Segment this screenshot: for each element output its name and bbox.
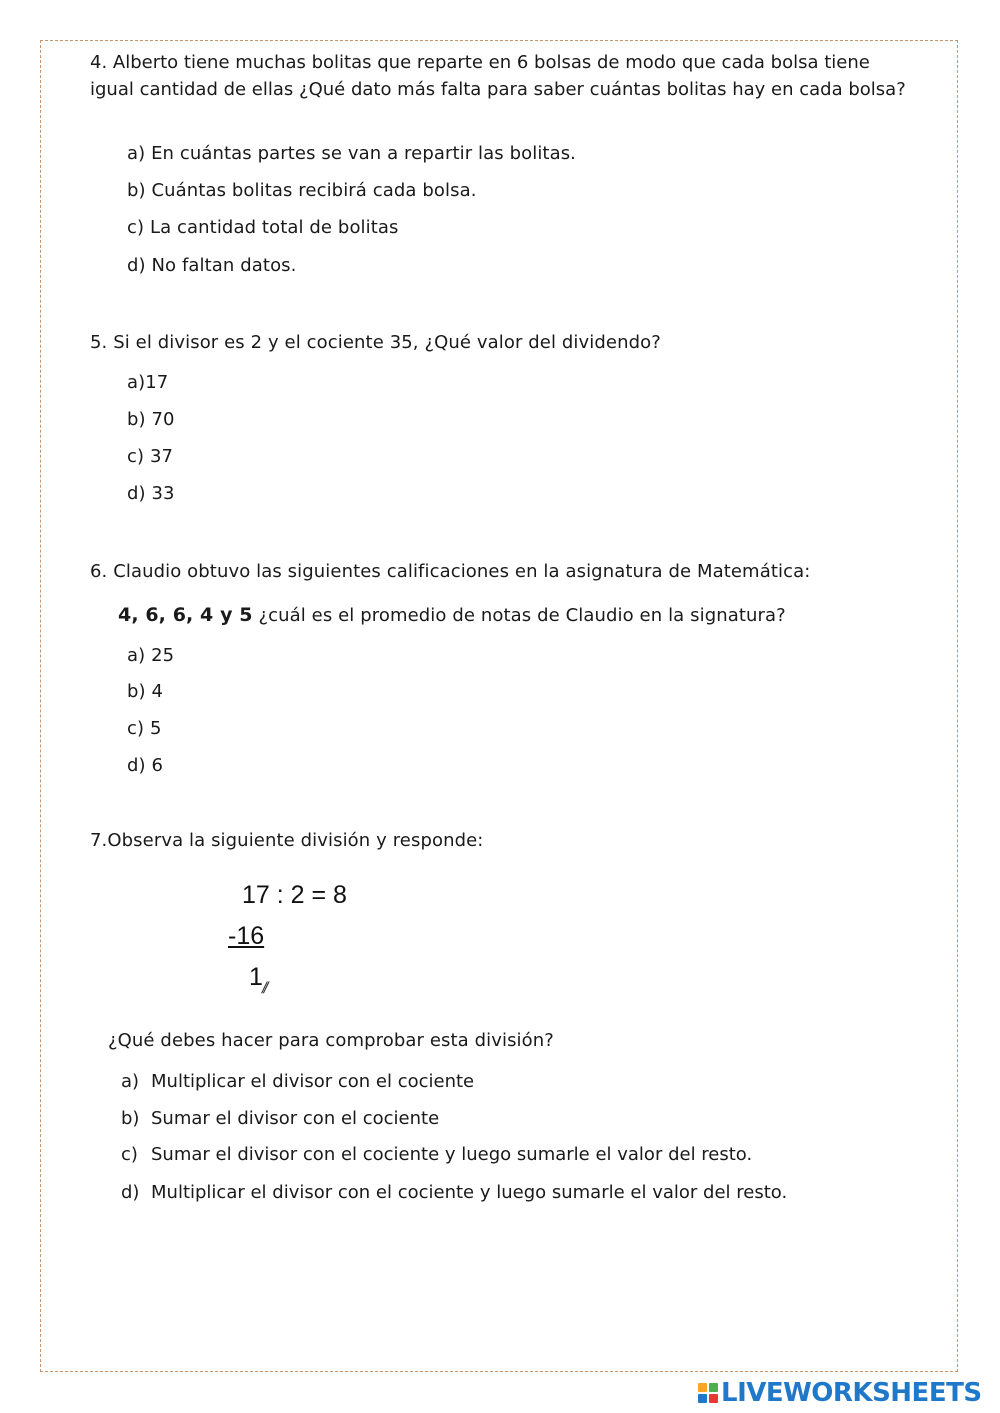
q6-option-c[interactable]: c) 5 bbox=[127, 718, 162, 739]
division-line-1: 17 : 2 = 8 bbox=[242, 881, 347, 909]
option-text: Sumar el divisor con el cociente bbox=[151, 1108, 440, 1129]
q5-option-a[interactable]: a)17 bbox=[127, 372, 169, 393]
q6-option-b[interactable]: b) 4 bbox=[127, 681, 164, 702]
q7-option-b[interactable] bbox=[121, 1106, 439, 1132]
option-letter: c) bbox=[121, 1144, 138, 1165]
q7-option-d[interactable] bbox=[121, 1180, 787, 1206]
grades-list: 4, 6, 6, 4 y 5 bbox=[118, 604, 253, 626]
q7-option-c[interactable] bbox=[121, 1142, 752, 1168]
q5-option-b[interactable]: b) 70 bbox=[127, 409, 175, 430]
question-5-text: 5. Si el divisor es 2 y el cociente 35, ¿Qué valor del dividendo? bbox=[90, 332, 661, 353]
option-letter: b) bbox=[121, 1108, 140, 1129]
question-6-text: 6. Claudio obtuvo las siguientes calificaciones en la asignatura de Matemática: bbox=[90, 561, 811, 582]
option-letter: d) bbox=[121, 1182, 140, 1203]
option-text: Sumar el divisor con el cociente y luego sumarle el valor del resto. bbox=[151, 1144, 753, 1165]
option-letter: a) bbox=[121, 1071, 140, 1092]
question-4-text: 4. Alberto tiene muchas bolitas que reparte en 6 bolsas de modo que cada bolsa tiene igual cantidad de ellas ¿Qué dato más falta para saber cuántas bolitas hay en cada bolsa? bbox=[90, 52, 906, 100]
q4-option-d[interactable]: d) No faltan datos. bbox=[127, 255, 297, 276]
question-7-text: 7.Observa la siguiente división y responde: bbox=[90, 830, 484, 851]
brand-name: LIVEWORKSHEETS bbox=[721, 1378, 982, 1408]
q5-option-c[interactable]: c) 37 bbox=[127, 446, 174, 467]
q4-option-a[interactable]: a) En cuántas partes se van a repartir las bolitas. bbox=[127, 143, 577, 164]
q4-option-c[interactable]: c) La cantidad total de bolitas bbox=[127, 217, 399, 238]
liveworksheets-logo-icon bbox=[698, 1383, 718, 1403]
remainder-mark: // bbox=[262, 980, 266, 996]
q5-option-d[interactable]: d) 33 bbox=[127, 483, 175, 504]
q6-option-a[interactable]: a) 25 bbox=[127, 645, 175, 666]
question-7-prompt: ¿Qué debes hacer para comprobar esta división? bbox=[108, 1030, 554, 1051]
q7-option-a[interactable] bbox=[121, 1069, 474, 1095]
division-remainder: 1 bbox=[249, 963, 263, 991]
option-text: Multiplicar el divisor con el cociente y luego sumarle el valor del resto. bbox=[151, 1182, 788, 1203]
question-6-prompt-line bbox=[118, 602, 786, 629]
q6-option-d[interactable]: d) 6 bbox=[127, 755, 164, 776]
division-line-2: -16 bbox=[228, 922, 265, 950]
liveworksheets-brand[interactable] bbox=[698, 1378, 982, 1408]
question-6-prompt: ¿cuál es el promedio de notas de Claudio en la signatura? bbox=[252, 605, 786, 626]
option-text: Multiplicar el divisor con el cociente bbox=[151, 1071, 475, 1092]
q4-option-b[interactable]: b) Cuántas bolitas recibirá cada bolsa. bbox=[127, 180, 477, 201]
